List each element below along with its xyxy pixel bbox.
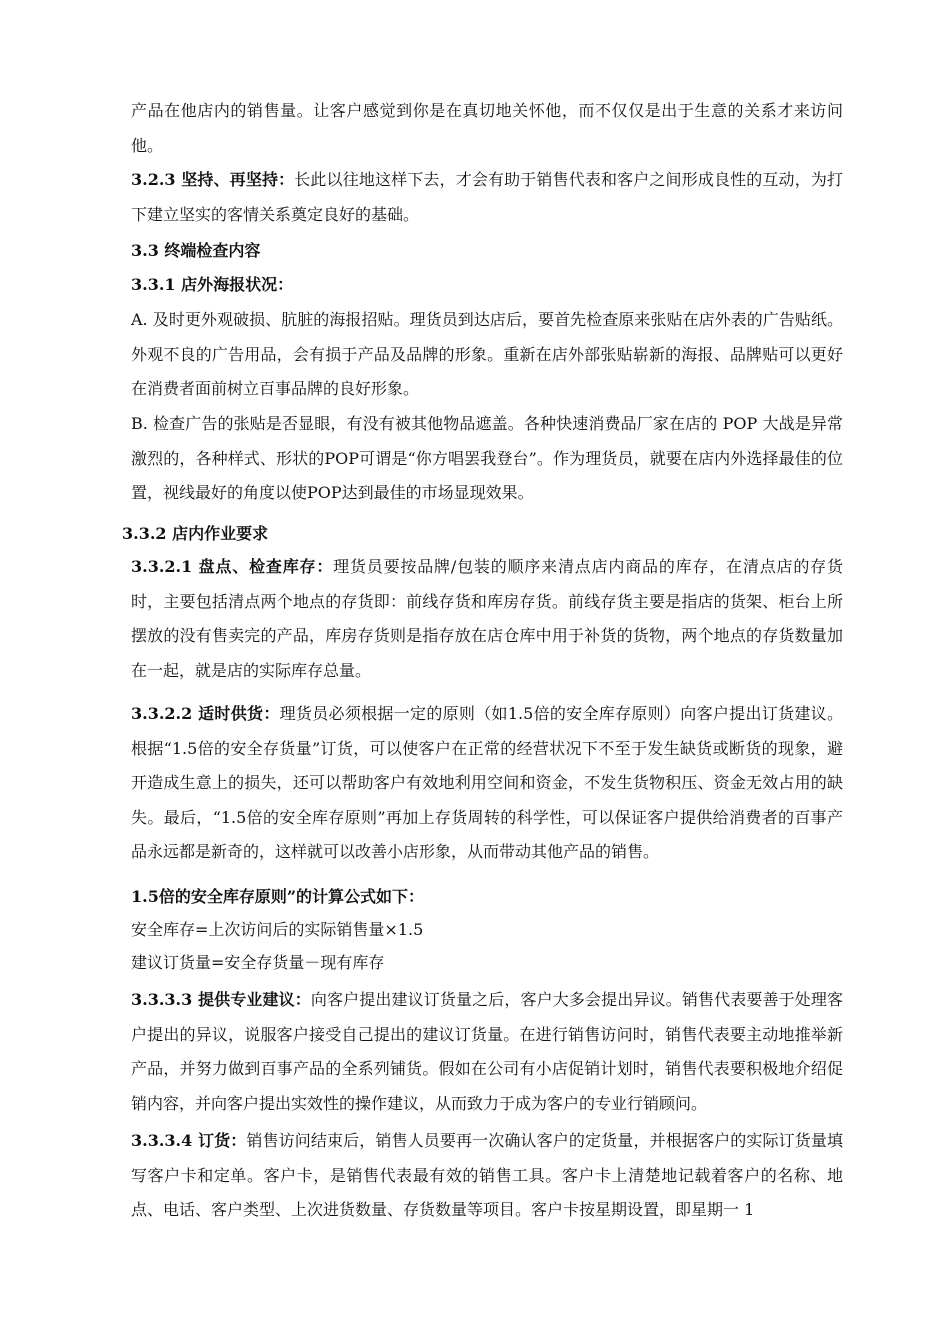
heading-3-3-2: 3.3.2 店内作业要求 bbox=[122, 524, 269, 543]
paragraph-intro bbox=[131, 94, 843, 163]
paragraph-text: 理货员要按品牌/包装的顺序来清点店内商品的库存，在清点店的存货时，主要包括清点两个地点的存货即：前线存货和库房存货。前线存货主要是指店的货架、柜台上所摆放的没有售卖完的产品，库房存货则是指存放在店仓库中用于补货的货物，两个地点的存货数量加在一起，就是店的实际库存总量。 bbox=[131, 557, 843, 680]
paragraph-text: 向客户提出建议订货量之后，客户大多会提出异议。销售代表要善于处理客户提出的异议，说服客户接受自己提出的建议订货量。在进行销售访问时，销售代表要主动地推举新产品，并努力做到百事产品的全系列铺货。假如在公司有小店促销计划时，销售代表要积极地介绍促销内容，并向客户提出实效性的操作建议，从而致力于成为客户的专业行销顾问。 bbox=[131, 990, 843, 1113]
section-lead: 3.2.3 坚持、再坚持： bbox=[131, 170, 295, 189]
paragraph-b: B. 检查广告的张贴是否显眼，有没有被其他物品遮盖。各种快速消费品厂家在店的 POP 大战是异常激烈的，各种样式、形状的POP可谓是“你方唱罢我登台”。作为理货员，就要在店内外选择最佳的位置，视线最好的角度以使POP达到最佳的市场显现效果。 bbox=[131, 414, 843, 502]
section-lead: 3.3.2.1 盘点、检查库存： bbox=[131, 557, 334, 576]
paragraph-3-3-3-4 bbox=[131, 1124, 843, 1228]
paragraph-3-3-3-3 bbox=[131, 983, 843, 1121]
formula-title: 1.5倍的安全库存原则”的计算公式如下： bbox=[131, 887, 425, 906]
paragraph-text: 产品在他店内的销售量。让客户感觉到你是在真切地关怀他，而不仅仅是出于生意的关系才来访问他。 bbox=[131, 101, 843, 155]
paragraph-a: A. 及时更外观破损、肮脏的海报招贴。理货员到达店后，要首先检查原来张贴在店外表的广告贴纸。外观不良的广告用品，会有损于产品及品牌的形象。重新在店外部张贴崭新的海报、品牌贴可以更好在消费者面前树立百事品牌的良好形象。 bbox=[131, 310, 843, 398]
paragraph-text: 理货员必须根据一定的原则（如1.5倍的安全库存原则）向客户提出订货建议。根据“1.5倍的安全存货量”订货，可以使客户在正常的经营状况下不至于发生缺货或断货的现象，避开造成生意上的损失，还可以帮助客户有效地利用空间和资金，不发生货物积压、资金无效占用的缺失。最后，“1.5倍的安全库存原则”再加上存货周转的科学性，可以保证客户提供给消费者的百事产品永远都是新奇的，这样就可以改善小店形象，从而带动其他产品的销售。 bbox=[131, 704, 843, 861]
paragraph-text: 销售访问结束后，销售人员要再一次确认客户的定货量，并根据客户的实际订货量填写客户卡和定单。客户卡，是销售代表最有效的销售工具。客户卡上清楚地记载着客户的名称、地点、电话、客户类型、上次进货数量、存货数量等项目。客户卡按星期设置，即星期一 1 bbox=[131, 1131, 843, 1219]
formula-suggested-order: 建议订货量=安全存货量－现有库存 bbox=[131, 953, 385, 972]
paragraph-3-3-2-2 bbox=[131, 697, 843, 870]
heading-3-3-1: 3.3.1 店外海报状况： bbox=[131, 275, 294, 294]
section-lead: 3.3.2.2 适时供货： bbox=[131, 704, 280, 723]
paragraph-3-3-2-1 bbox=[131, 550, 843, 688]
section-lead: 3.3.3.3 提供专业建议： bbox=[131, 990, 311, 1009]
section-lead: 3.3.3.4 订货： bbox=[131, 1131, 247, 1150]
formula-safety-stock: 安全库存=上次访问后的实际销售量×1.5 bbox=[131, 920, 424, 939]
paragraph-3-2-3 bbox=[131, 163, 843, 232]
heading-3-3: 3.3 终端检查内容 bbox=[131, 241, 261, 260]
paragraph-text: 长此以往地这样下去，才会有助于销售代表和客户之间形成良性的互动，为打下建立坚实的客情关系奠定良好的基础。 bbox=[131, 170, 843, 224]
